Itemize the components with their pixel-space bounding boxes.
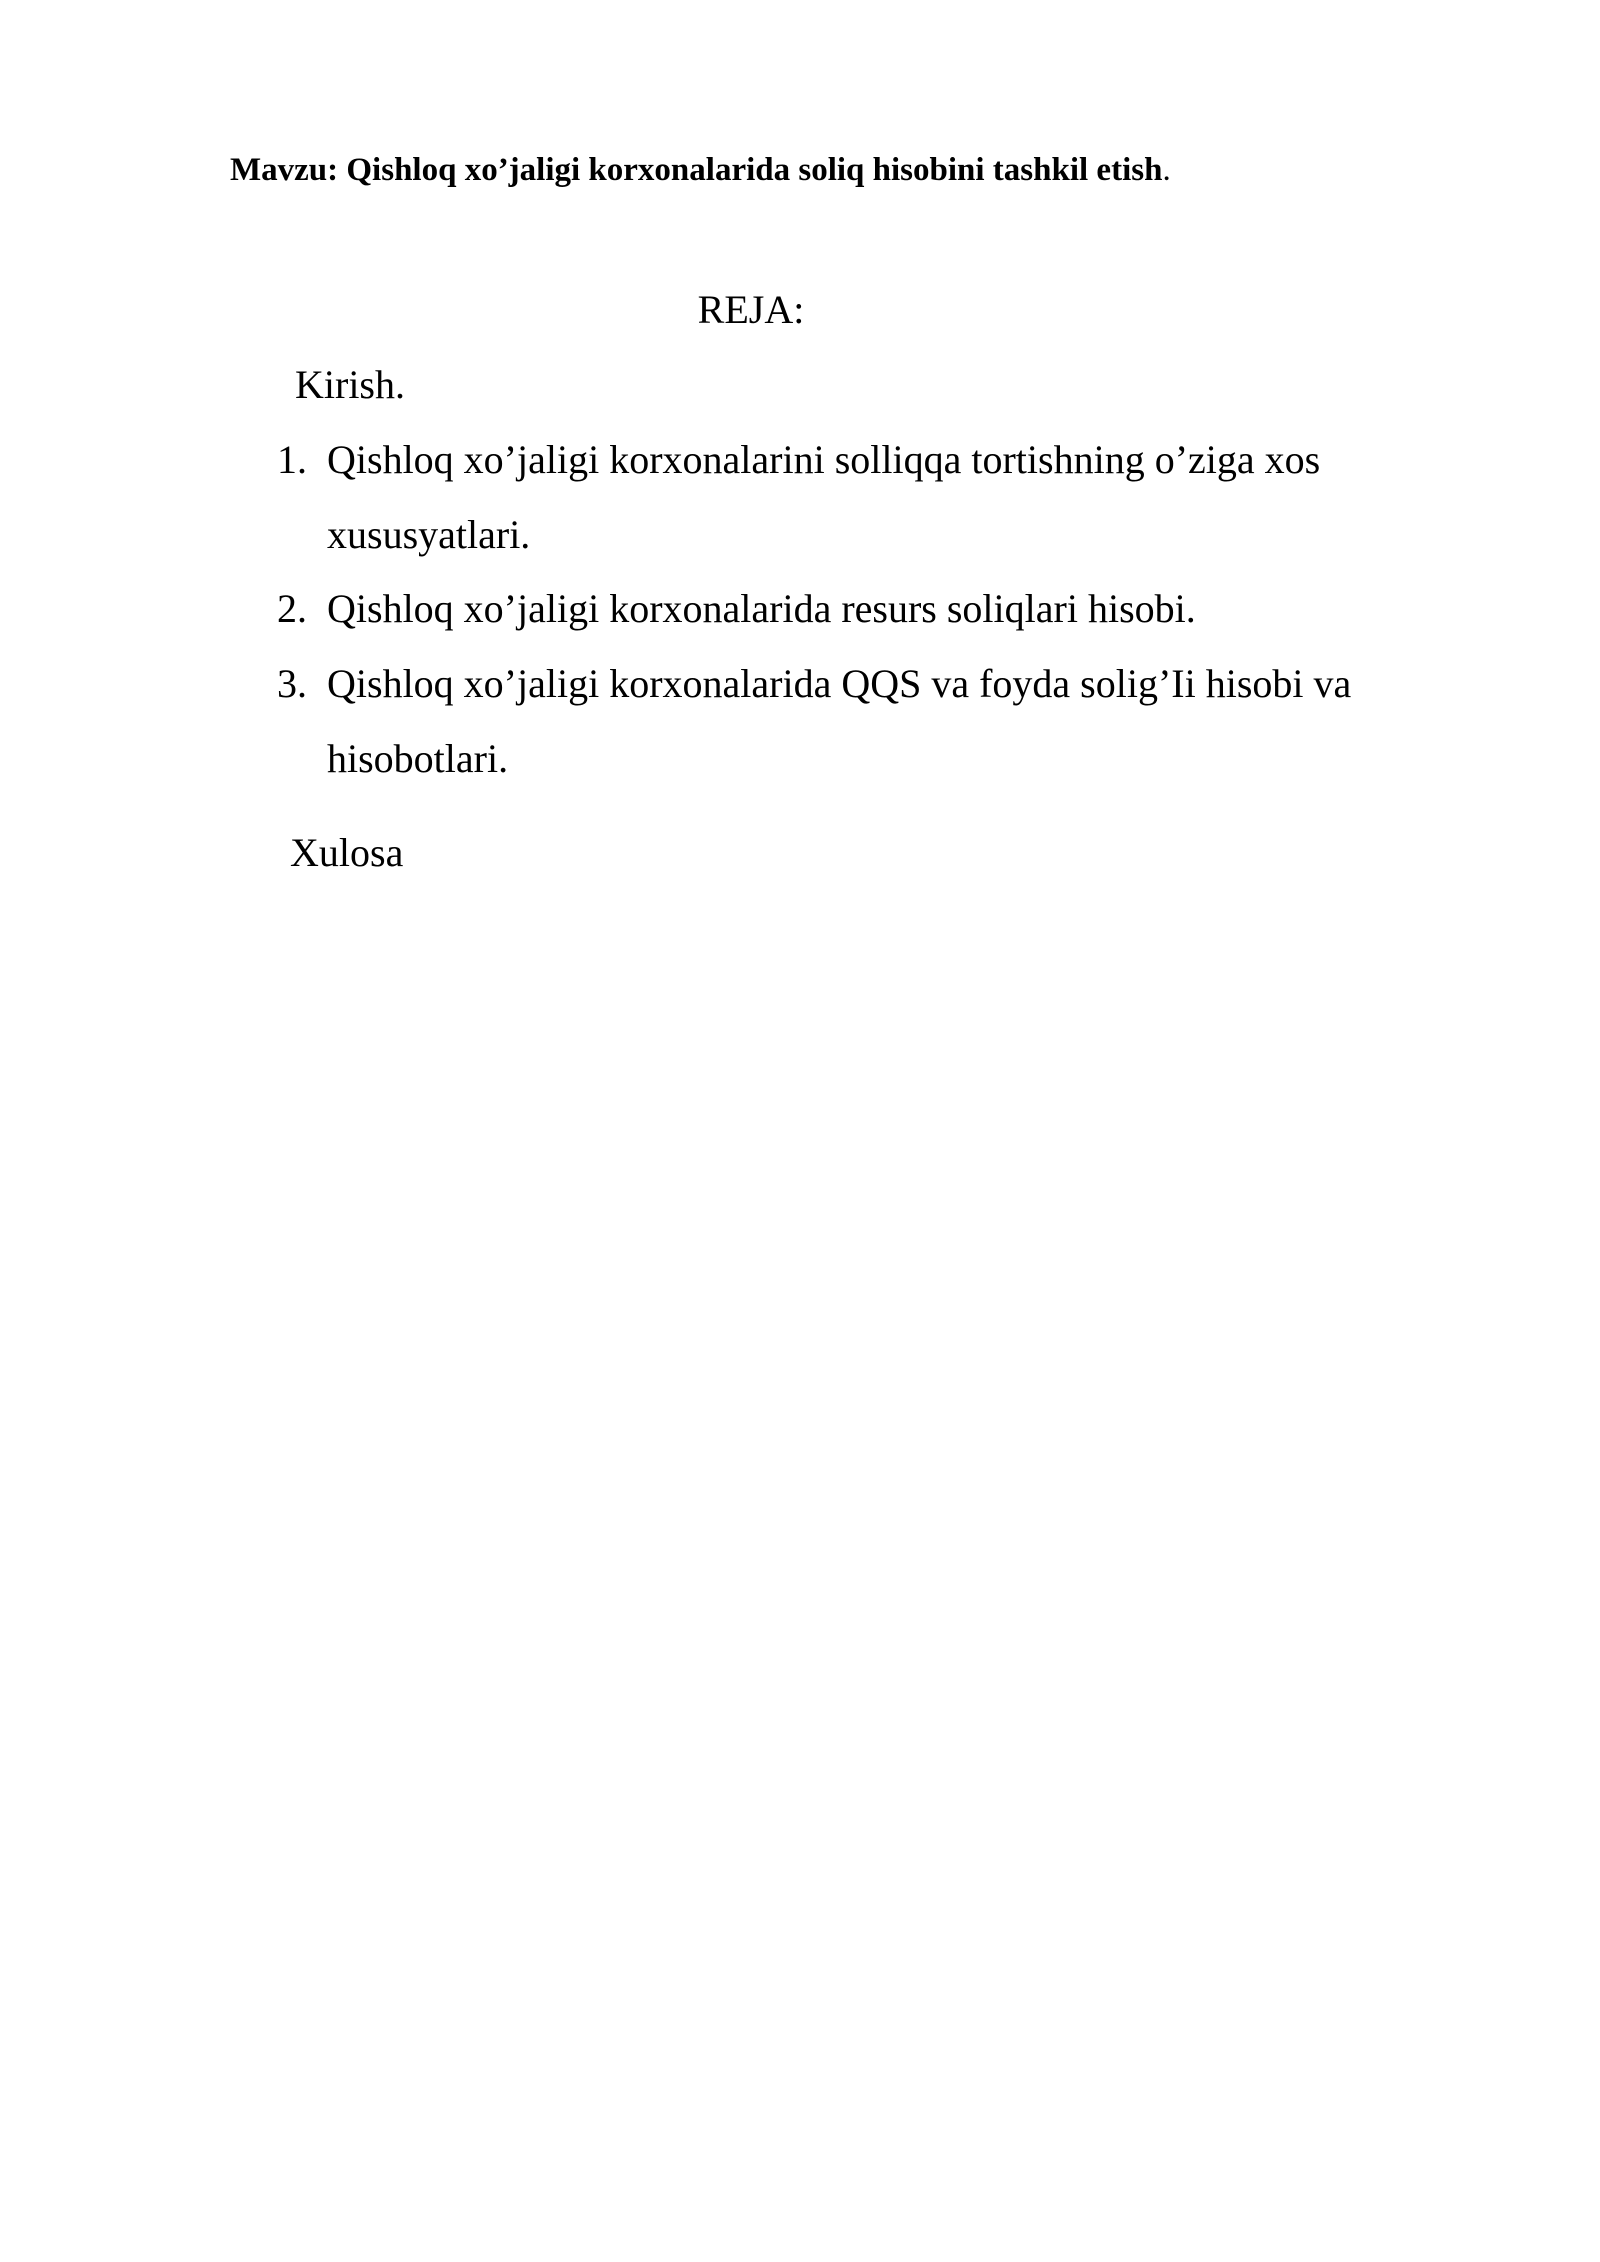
plan-intro: Kirish. — [295, 362, 405, 407]
plan-item-1-line-1: Qishloq xo’jaligi korxonalarini solliqqa tortishning o’ziga xos — [327, 437, 1321, 482]
plan-item-1-number: 1. — [277, 437, 307, 482]
plan-item-3-line-2: hisobotlari. — [327, 736, 509, 781]
plan-conclusion: Xulosa — [290, 830, 404, 875]
plan-heading: REJA: — [697, 287, 805, 332]
plan-item-1-line-2: xususyatlari. — [327, 512, 531, 557]
topic-title: Qishloq xo’jaligi korxonalarida soliq hisobini tashkil etish — [346, 152, 1163, 188]
plan-item-3-line-1: Qishloq xo’jaligi korxonalarida QQS va foyda solig’Ii hisobi va — [327, 661, 1352, 706]
plan-item-2-number: 2. — [277, 586, 307, 631]
topic-label: Mavzu: — [230, 152, 339, 188]
plan-item-3-number: 3. — [277, 661, 307, 706]
topic-line — [230, 150, 1171, 190]
topic-end-period: . — [1162, 152, 1171, 188]
plan-item-2-line-1: Qishloq xo’jaligi korxonalarida resurs soliqlari hisobi. — [327, 586, 1196, 631]
